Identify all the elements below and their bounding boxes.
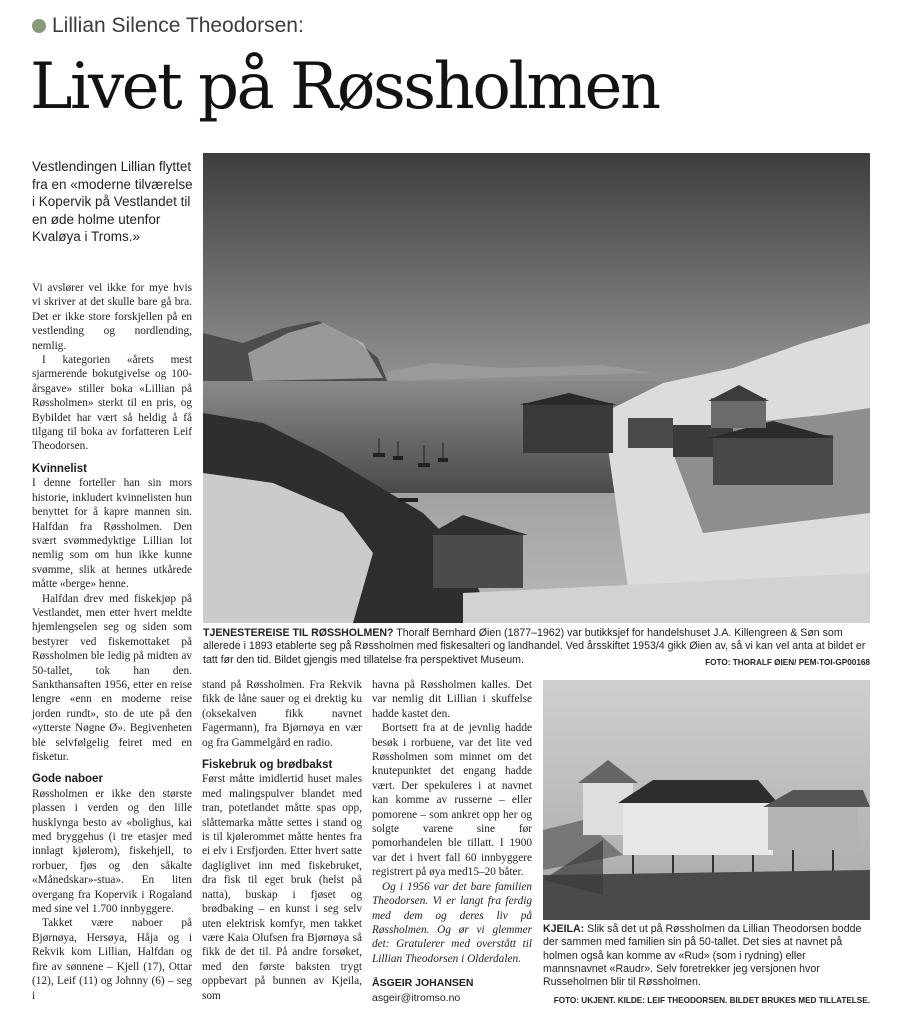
caption-label: KJEILA: xyxy=(543,923,585,935)
article-kicker xyxy=(32,14,304,38)
harbor-photo-credit: FOTO: THORALF ØIEN/ PEM-TOI-GP00168 xyxy=(705,658,870,667)
paragraph: I denne forteller han sin mors historie, inkludert kvinnelisten hun benyttet for å kapre mannen sin. Halfdan fra Røssholmen. Den svært svømmedyktige Lillian lot nemlig som om hun ikke kunne svømme, slik at hennes utkårede måtte «berge» henne. xyxy=(32,477,192,591)
paragraph: Halfdan drev med fiskekjøp på Vestlandet, men etter hvert meldte hjemlengselen seg og siden som bestyrer ved fiskemottaket på Røssholmen ble ledig på midten av 50-tallet, tok han den. Sankthansaften 1956, etter en reise lengre «enn en moderne reise jorden rundt», sto de ute på den «ytterste Nøgne Ø». Begivenheten ble selvfølgelig feiret med en fisketur. xyxy=(32,592,192,763)
caption-text: Thoralf Bernhard Øien (1877–1962) var butikksjef for handelshuset J.A. Killengreen & Søn som allerede i 1893 etablerte seg på Røssholmen med fiskesalteri og landhandel. Ved årsskiftet 1953/4 gikk Øien av, så vi kan vel anta at bildet er tatt før den tid. Bildet gjengis med tillatelse fra perspektivet Museum. xyxy=(203,627,866,666)
kicker-text: Lillian Silence Theodorsen: xyxy=(52,14,304,37)
article-ingress: Vestlendingen Lillian flyttet fra en «moderne tilværelse i Kopervik på Vestlandet til en øde holme utenfor Kvaløya i Troms.» xyxy=(32,159,193,244)
subheading-kvinnelist: Kvinnelist xyxy=(32,462,87,475)
subheading-fiskebruk: Fiskebruk og brødbakst xyxy=(202,759,333,772)
kjeila-photo-credit: FOTO: UKJENT. KILDE: LEIF THEODORSEN. BILDET BRUKES MED TILLATELSE. xyxy=(553,996,870,1005)
text-column-2 xyxy=(202,678,362,1003)
harbor-photo xyxy=(203,153,870,623)
byline-name: ÅSGEIR JOHANSEN xyxy=(372,977,474,990)
text-column-1 xyxy=(32,281,192,1003)
harbor-photo-image xyxy=(203,153,870,623)
paragraph: I kategorien «årets mest sjarmerende bokutgivelse og 100-årsgave» stiller boka «Lillian på Røssholmen» sterkt til en pris, og Bybildet har vært så heldig å få tilgang til boka av forfatteren Leif Theodorsen. xyxy=(32,354,192,453)
paragraph: Røssholmen er ikke den største plassen i verden og den lille husklynga besto av «bolighus, kai med bryggehus (i tre etasjer med innlagt kjølerom), fiskehjell, to rorbuer, fjøs og den såkalte «Månedskar»-stua». En liten overgang fra Kopervik i Rogaland med sine vel 1.700 innbyggere. xyxy=(32,787,192,916)
paragraph: Vi avslører vel ikke for mye hvis vi skriver at det skulle bare gå bra. Det er ikke store forskjellen på en vestlending og nordlending, nemlig. xyxy=(32,282,192,352)
paragraph: Først måtte imidlertid huset males med malingspulver blandet med tran, potetlandet måtte spas opp, slåttemarka måtte settes i stand og is til kjølerommet måtte hentes fra ei elv i Ersfjorden. Etter hvert satte dagliglivet inn med fiskebruket, dra fisk til eget bruk (helst på natta), buskap i fjøset og brødbaking – en kunst i seg selv uten elektrisk komfyr, men takket være Kaia Olufsen fra Bjørnøya så fikk de det til. På andre forsøket, med den første baksten trygt oppbevart på bunnen av Kjeila, som xyxy=(202,773,362,1002)
kjeila-photo xyxy=(543,680,870,920)
text-column-3 xyxy=(372,678,532,1005)
kjeila-photo-caption xyxy=(543,923,870,989)
paragraph: havna på Røssholmen kalles. Det var nemlig dit Lillian i skuffelse hadde kastet den. xyxy=(372,679,532,720)
paragraph-italic: Og i 1956 var det bare familien Theodorsen. Vi er langt fra ferdig med dem og deres liv på Røssholmen. Og ør vi glemmer det: Gratulerer med overstått til Lillian Theodorsen i Olderdalen. xyxy=(372,880,532,965)
article-headline: Livet på Røssholmen xyxy=(30,50,659,124)
subheading-gode-naboer: Gode naboer xyxy=(32,773,103,786)
paragraph: stand på Røssholmen. Fra Rekvik fikk de låne sauer og ei drektig ku (oksekalven fikk navnet Fagermann), fra Bjørnøya en vær og fra Gammelgård en radio. xyxy=(202,679,362,749)
byline-email[interactable]: asgeir@itromso.no xyxy=(372,991,461,1004)
kjeila-photo-image xyxy=(543,680,870,920)
paragraph: Bortsett fra at de jevnlig hadde besøk i rorbuene, var det lite ved Røssholmen som minnet om det knutepunktet det engang hadde vært. Der spekuleres i at navnet kan komme av russerne – eller pomorene – som ankret opp her og solgte varene sine før pomorhandelen ble tillatt. I 1900 var det i hvert fall 60 innbyggere registrert på øya med15–20 båter. xyxy=(372,722,532,879)
caption-text: Slik så det ut på Røssholmen da Lillian Theodorsen bodde der sammen med familien sin på 50-tallet. Det sies at navnet på holmen også kan komme av «Rud» (som i rydning) eller mannsnavnet «Raudr». Selv foretrekker jeg versjonen hvor Russeholmen blir til Røssholmen. xyxy=(543,923,862,989)
paragraph: Takket være naboer på Bjørnøya, Hersøya, Håja og i Rekvik kom Lillian, Halfdan og fire av sønnene – Kjell (17), Ottar (12), Leif (11) og Johnny (6) – seg i xyxy=(32,917,192,1002)
caption-label: TJENESTEREISE TIL RØSSHOLMEN? xyxy=(203,627,394,639)
byline xyxy=(372,976,532,1005)
bullet-dot-icon xyxy=(32,19,46,33)
